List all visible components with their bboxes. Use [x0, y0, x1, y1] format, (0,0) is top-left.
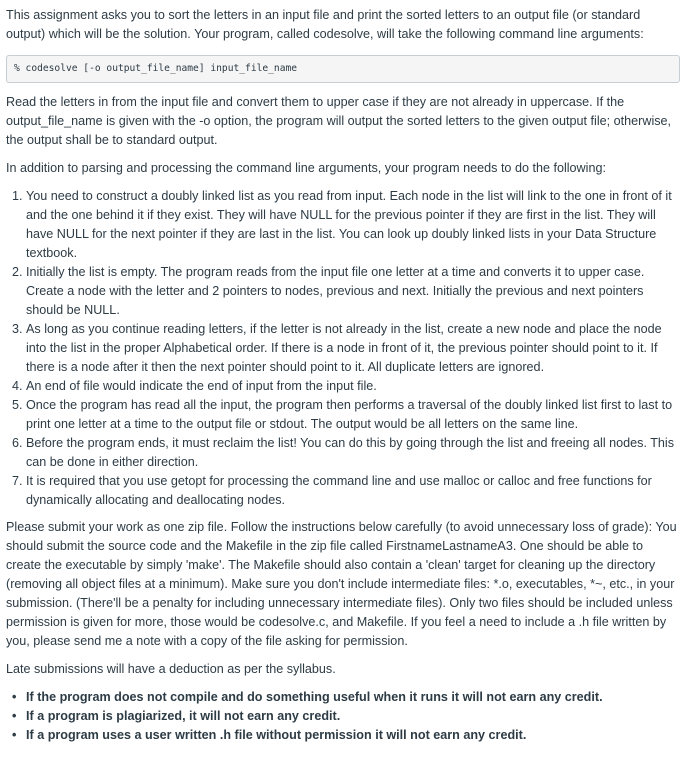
- list-item: 2. Initially the list is empty. The program reads from the input file one letter at a time and converts it to upper case. Create a node with the letter and 2 pointers to nodes, previous and next. Initially the previous and next pointers should be NULL.: [26, 263, 680, 320]
- penalties-list: [6, 688, 680, 745]
- addition-paragraph: In addition to parsing and processing the command line arguments, your program needs to do the following:: [6, 161, 606, 175]
- bullet-icon: •: [12, 690, 17, 704]
- penalty-text: If the program does not compile and do something useful when it runs it will not earn any credit.: [26, 690, 603, 704]
- list-item: 5. Once the program has read all the input, the program then performs a traversal of the doubly linked list first to last to print one letter at a time to the output file or stdout. The output would be all letters on the same line.: [26, 396, 680, 434]
- command-code-block: % codesolve [-o output_file_name] input_file_name: [6, 55, 680, 83]
- list-item: 4. An end of file would indicate the end of input from the input file.: [26, 377, 680, 396]
- read-paragraph: Read the letters in from the input file and convert them to upper case if they are not already in uppercase. If the output_file_name is given with the -o option, the program will output the sorted letters to the given output file; otherwise, the output shall be to standard output.: [6, 95, 672, 147]
- penalty-item: [12, 688, 680, 707]
- submission-paragraph: Please submit your work as one zip file. Follow the instructions below carefully (to avoid unnecessary loss of grade): You should submit the source code and the Makefile in the zip file called FirstnameLastnameA3. One should be able to create the executable by simply 'make'. The Makefile should also contain a 'clean' target for cleaning up the directory (removing all object files at a minimum). Make sure you don't include intermediate files: *.o, executables, *~, etc., in your submission. (There'll be a penalty for including unnecessary intermediate files). Only two files should be included unless permission is given for more, those would be codesolve.c, and Makefile. If you feel a need to include a .h file written by you, please send me a note with a copy of the file asking for permission.: [6, 520, 677, 648]
- bullet-icon: •: [12, 728, 17, 742]
- intro-paragraph: This assignment asks you to sort the letters in an input file and print the sorted letters to an output file (or standard output) which will be the solution. Your program, called codesolve, will take the following command line arguments:: [6, 8, 644, 41]
- list-item: 3. As long as you continue reading letters, if the letter is not already in the list, create a new node and place the node into the list in the proper Alphabetical order. If there is a node in front of it, the previous pointer should point to it. If there is a node after it then the next pointer should point to it. All duplicate letters are ignored.: [26, 320, 680, 377]
- penalty-text: If a program is plagiarized, it will not earn any credit.: [26, 709, 341, 723]
- penalty-item: [12, 707, 680, 726]
- list-item: 1. You need to construct a doubly linked list as you read from input. Each node in the list will link to the one in front of it and the one behind it if they exist. They will have NULL for the previous pointer if they are first in the list. They will have NULL for the next pointer if they are last in the list. You can look up doubly linked lists in your Data Structure textbook.: [26, 187, 680, 263]
- late-paragraph: Late submissions will have a deduction as per the syllabus.: [6, 662, 336, 676]
- penalty-item: [12, 726, 680, 745]
- bullet-icon: •: [12, 709, 17, 723]
- penalty-text: If a program uses a user written .h file without permission it will not earn any credit.: [26, 728, 527, 742]
- list-item: 7. It is required that you use getopt for processing the command line and use malloc or calloc and free functions for dynamically allocating and deallocating nodes.: [26, 472, 680, 510]
- list-item: 6. Before the program ends, it must reclaim the list! You can do this by going through the list and freeing all nodes. This can be done in either direction.: [26, 434, 680, 472]
- requirements-list: [6, 187, 680, 510]
